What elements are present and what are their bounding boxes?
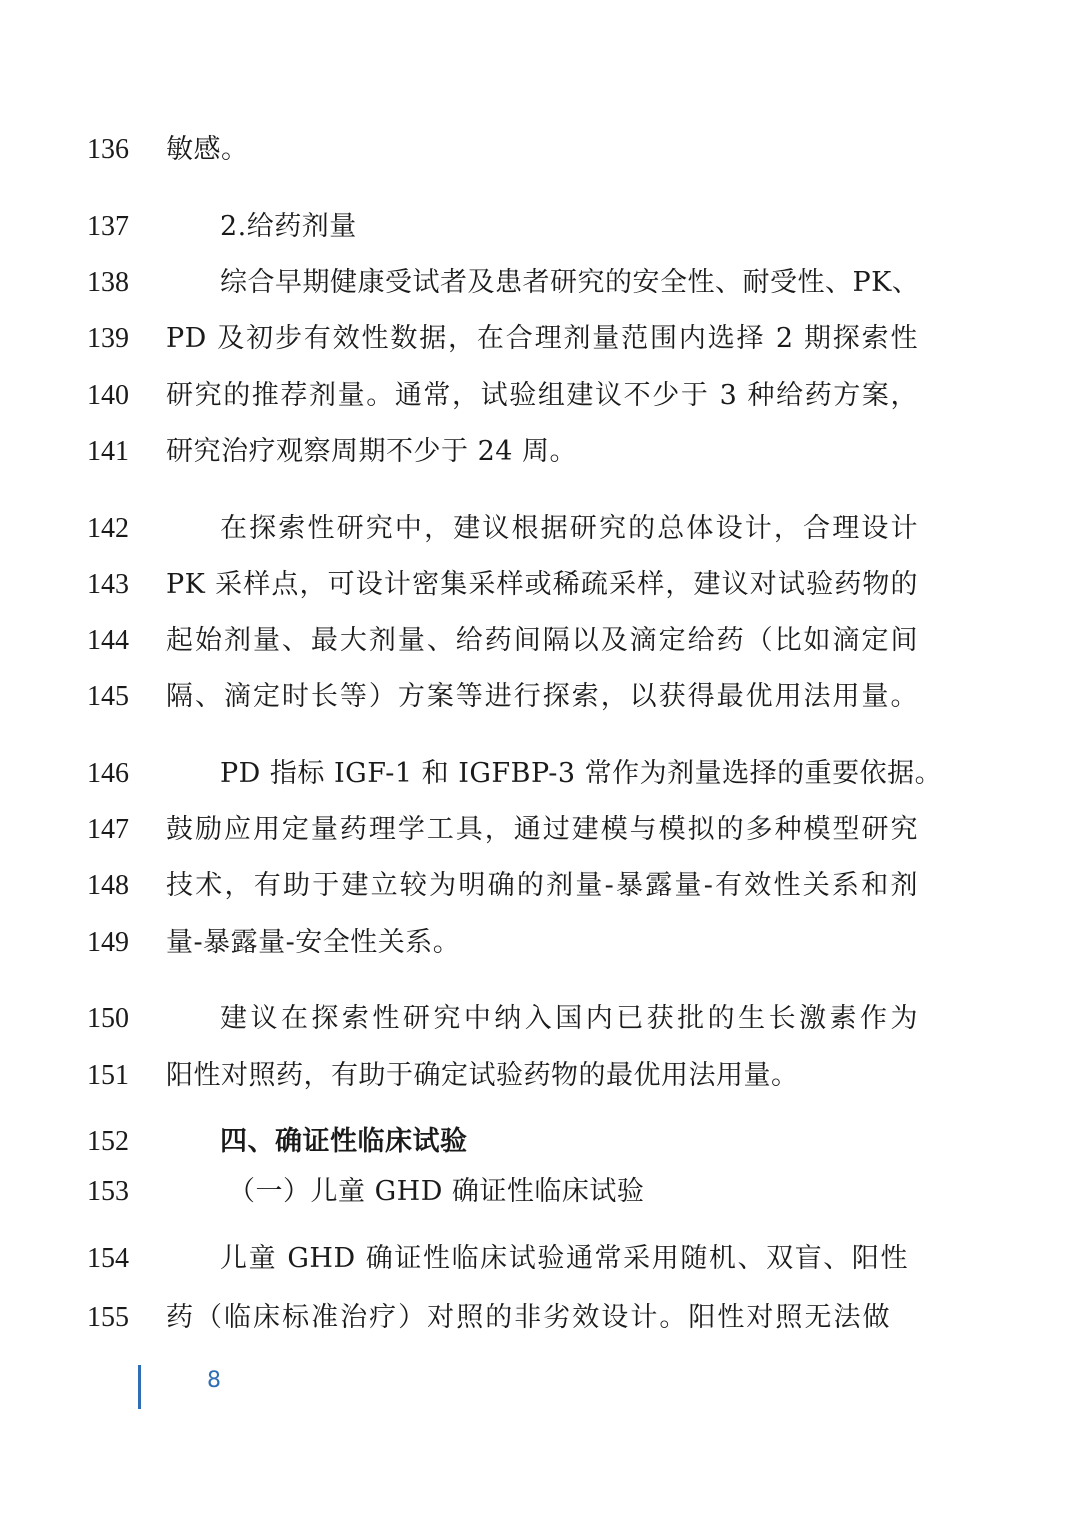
text-line xyxy=(0,868,1080,904)
line-number: 137 xyxy=(87,211,129,242)
text-line xyxy=(0,925,1080,961)
text-line xyxy=(0,265,1080,301)
footer-accent-bar xyxy=(138,1365,141,1409)
text-line xyxy=(0,1124,1080,1160)
line-text: 鼓励应用定量药理学工具，通过建模与模拟的多种模型研究 xyxy=(166,814,918,845)
text-line xyxy=(0,132,1080,168)
line-text: 在探索性研究中，建议根据研究的总体设计，合理设计 xyxy=(220,513,918,544)
line-number: 143 xyxy=(87,569,129,600)
page-number: 8 xyxy=(207,1368,221,1393)
line-text: 阳性对照药，有助于确定试验药物的最优用法用量。 xyxy=(166,1060,799,1091)
line-text: 量-暴露量-安全性关系。 xyxy=(166,927,461,958)
line-number: 152 xyxy=(87,1126,129,1157)
line-number: 136 xyxy=(87,134,129,165)
line-text: 儿童 GHD 确证性临床试验通常采用随机、双盲、阳性 xyxy=(220,1243,908,1274)
text-line xyxy=(0,1241,1080,1277)
line-text: 研究的推荐剂量。通常，试验组建议不少于 3 种给药方案， xyxy=(166,380,918,411)
line-number: 151 xyxy=(87,1060,129,1091)
line-number: 146 xyxy=(87,758,129,789)
line-number: 145 xyxy=(87,681,129,712)
section-subheading: 2.给药剂量 xyxy=(220,211,357,242)
line-text: 敏感。 xyxy=(166,134,249,165)
text-line xyxy=(0,1058,1080,1094)
line-text: 建议在探索性研究中纳入国内已获批的生长激素作为 xyxy=(220,1003,918,1034)
text-line xyxy=(0,378,1080,414)
subsection-heading: （一）儿童 GHD 确证性临床试验 xyxy=(228,1176,645,1207)
line-text: 综合早期健康受试者及患者研究的安全性、耐受性、PK、 xyxy=(220,267,920,298)
line-number: 149 xyxy=(87,927,129,958)
line-number: 142 xyxy=(87,513,129,544)
line-number: 139 xyxy=(87,323,129,354)
line-text: 研究治疗观察周期不少于 24 周。 xyxy=(166,436,578,467)
text-line xyxy=(0,812,1080,848)
line-text: PK 采样点，可设计密集采样或稀疏采样，建议对试验药物的 xyxy=(166,569,918,600)
line-text: PD 指标 IGF-1 和 IGFBP-3 常作为剂量选择的重要依据。 xyxy=(220,758,943,789)
line-text: 药（临床标准治疗）对照的非劣效设计。阳性对照无法做 xyxy=(166,1302,890,1333)
line-number: 141 xyxy=(87,436,129,467)
line-text: 技术，有助于建立较为明确的剂量-暴露量-有效性关系和剂 xyxy=(166,870,918,901)
line-text: 起始剂量、最大剂量、给药间隔以及滴定给药（比如滴定间 xyxy=(166,625,918,656)
text-line xyxy=(0,511,1080,547)
text-line xyxy=(0,321,1080,357)
line-text: 隔、滴定时长等）方案等进行探索，以获得最优用法用量。 xyxy=(166,681,918,712)
line-number: 140 xyxy=(87,380,129,411)
line-number: 148 xyxy=(87,870,129,901)
text-line xyxy=(0,567,1080,603)
line-number: 144 xyxy=(87,625,129,656)
text-line xyxy=(0,756,1080,792)
line-number: 150 xyxy=(87,1003,129,1034)
line-number: 147 xyxy=(87,814,129,845)
text-line xyxy=(0,679,1080,715)
line-text: PD 及初步有效性数据，在合理剂量范围内选择 2 期探索性 xyxy=(166,323,918,354)
line-number: 154 xyxy=(87,1243,129,1274)
text-line xyxy=(0,1300,1080,1336)
text-line xyxy=(0,1174,1080,1210)
line-number: 155 xyxy=(87,1302,129,1333)
text-line xyxy=(0,623,1080,659)
line-number: 153 xyxy=(87,1176,129,1207)
line-number: 138 xyxy=(87,267,129,298)
text-line xyxy=(0,434,1080,470)
text-line xyxy=(0,1001,1080,1037)
text-line xyxy=(0,209,1080,245)
section-heading: 四、确证性临床试验 xyxy=(220,1126,468,1157)
